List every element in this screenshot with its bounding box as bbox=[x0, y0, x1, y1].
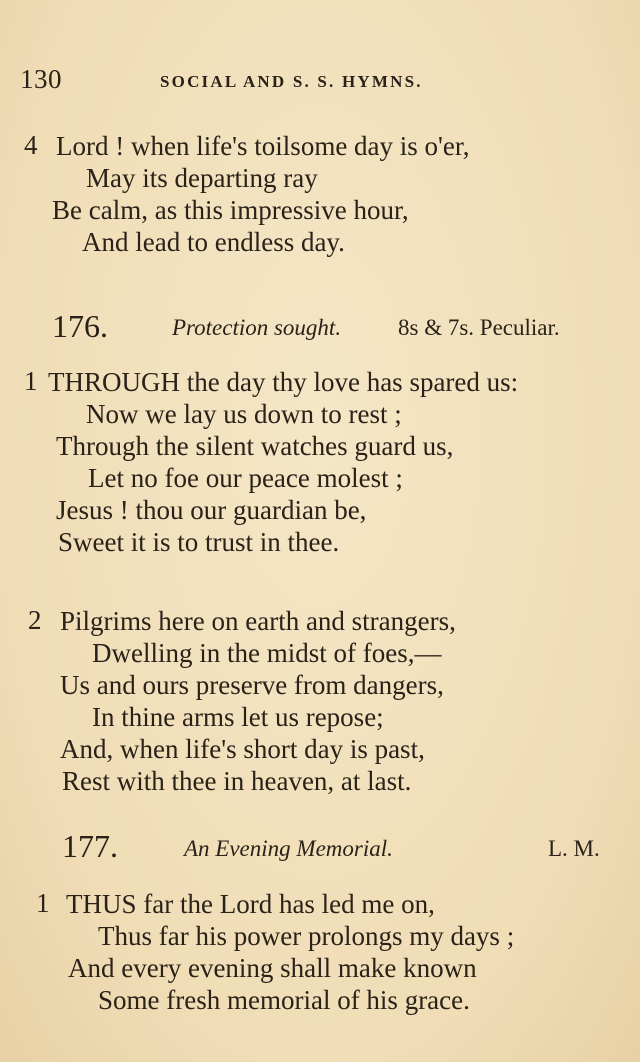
verse-line: Through the silent watches guard us, bbox=[56, 431, 454, 461]
stanza-number: 1 bbox=[36, 888, 50, 918]
verse-line: THUS far the Lord has led me on, bbox=[66, 889, 435, 919]
page-header bbox=[20, 64, 616, 98]
hymn-number: 177. bbox=[62, 828, 118, 864]
hymn-title: An Evening Memorial. bbox=[184, 836, 393, 861]
verse-line: And every evening shall make known bbox=[68, 953, 477, 983]
stanza-number: 4 bbox=[24, 130, 38, 160]
verse-line: Sweet it is to trust in thee. bbox=[58, 527, 340, 557]
verse-line: Now we lay us down to rest ; bbox=[86, 399, 402, 429]
verse-line: May its departing ray bbox=[86, 163, 318, 193]
verse-line: Dwelling in the midst of foes,— bbox=[92, 638, 442, 668]
verse-line: Jesus ! thou our guardian be, bbox=[56, 495, 367, 525]
verse-line: Us and ours preserve from dangers, bbox=[60, 670, 444, 700]
verse-line: Rest with thee in heaven, at last. bbox=[62, 766, 412, 796]
running-title: SOCIAL AND S. S. HYMNS. bbox=[160, 72, 423, 91]
verse-line: And, when life's short day is past, bbox=[60, 734, 425, 764]
verse-line: And lead to endless day. bbox=[82, 227, 345, 257]
verse-line: Be calm, as this impressive hour, bbox=[52, 195, 409, 225]
page-number: 130 bbox=[20, 64, 62, 94]
verse-line: Let no foe our peace molest ; bbox=[88, 463, 403, 493]
hymn-meter: L. M. bbox=[548, 836, 600, 861]
hymn-meter: 8s & 7s. Peculiar. bbox=[398, 315, 560, 340]
hymn-number: 176. bbox=[52, 308, 108, 344]
verse-line: Lord ! when life's toilsome day is o'er, bbox=[56, 131, 470, 161]
stanza-number: 1 bbox=[24, 366, 38, 396]
verse-line: THROUGH the day thy love has spared us: bbox=[48, 367, 519, 397]
stanza-number: 2 bbox=[28, 605, 42, 635]
hymn-title: Protection sought. bbox=[172, 315, 342, 340]
verse-line: In thine arms let us repose; bbox=[92, 702, 384, 732]
verse-line: Some fresh memorial of his grace. bbox=[98, 985, 470, 1015]
verse-line: Pilgrims here on earth and strangers, bbox=[60, 606, 456, 636]
verse-line: Thus far his power prolongs my days ; bbox=[98, 921, 515, 951]
